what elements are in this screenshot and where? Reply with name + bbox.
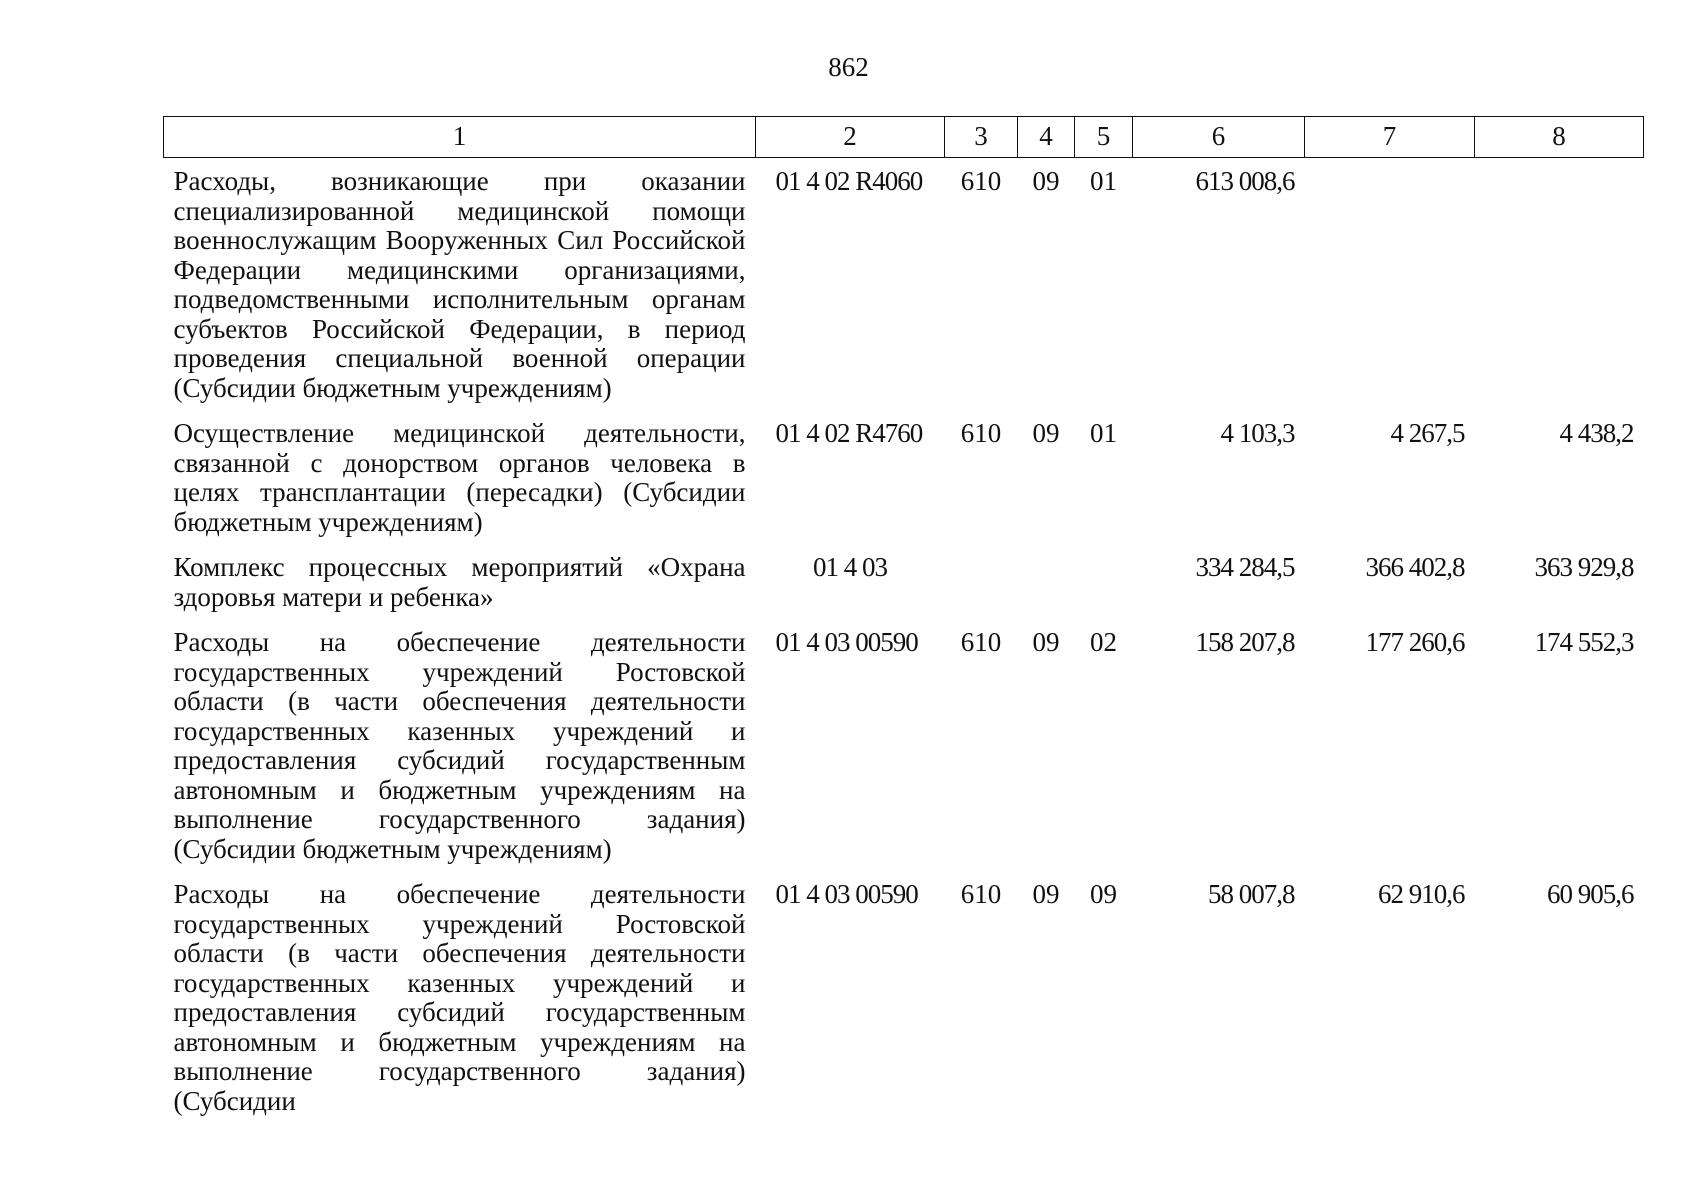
target-article-code: 01 4 02 R4060 (775, 166, 923, 196)
amount-year-3: 174 552,3 (1534, 627, 1634, 657)
target-article-code: 01 4 03 00590 (775, 627, 918, 657)
column-header: 3 (945, 117, 1018, 158)
subsection-code: 01 (1090, 418, 1117, 448)
row-description: Расходы, возникающие при оказании специализированной медицинской помощи военнослужащим Вооруженных Сил Российской Федерации медицинскими организациями, подведомственными исполнительным органам субъектов Российской Федерации, в период проведения специальной военной операции (Субсидии бюджетным учреждениям) (173, 166, 746, 403)
amount-year-3 (1475, 158, 1644, 411)
section-code: 09 (1032, 627, 1060, 657)
table-header (164, 117, 1644, 158)
column-header: 4 (1018, 117, 1075, 158)
amount-year-2: 4 267,5 (1390, 418, 1465, 448)
budget-table (163, 116, 1644, 1123)
subsection-code (1075, 544, 1133, 619)
subsection-code: 09 (1090, 879, 1117, 909)
column-header: 7 (1305, 117, 1475, 158)
row-description: Расходы на обеспечение деятельности государственных учреждений Ростовской области (в части обеспечения деятельности государственных казенных учреждений и предоставления субсидий государственным автономным и бюджетным учреждениям на выполнение государственного задания) (Субсидии бюджетным учреждениям) (173, 627, 746, 864)
amount-year-1: 4 103,3 (1220, 418, 1295, 448)
expense-type-code: 610 (960, 627, 1002, 657)
subsection-code: 02 (1090, 627, 1117, 657)
section-code: 09 (1032, 418, 1060, 448)
amount-year-2: 366 402,8 (1365, 552, 1465, 582)
expense-type-code: 610 (960, 879, 1002, 909)
table-row (164, 619, 1644, 871)
section-code: 09 (1032, 879, 1060, 909)
table-body (164, 158, 1644, 1124)
amount-year-1: 158 207,8 (1195, 627, 1295, 657)
row-description: Комплекс процессных мероприятий «Охрана здоровья матери и ребенка» (173, 552, 746, 612)
column-header: 2 (756, 117, 945, 158)
amount-year-1: 613 008,6 (1195, 166, 1295, 196)
amount-year-3: 363 929,8 (1534, 552, 1634, 582)
target-article-code: 01 4 03 (813, 552, 887, 582)
table-row (164, 544, 1644, 619)
amount-year-2 (1305, 158, 1475, 411)
row-description: Расходы на обеспечение деятельности государственных учреждений Ростовской области (в части обеспечения деятельности государственных казенных учреждений и предоставления субсидий государственным автономным и бюджетным учреждениям на выполнение государственного задания) (Субсидии (173, 879, 746, 1116)
expense-type-code: 610 (960, 418, 1002, 448)
subsection-code: 01 (1090, 166, 1117, 196)
header-row (164, 117, 1644, 158)
target-article-code: 01 4 03 00590 (775, 879, 918, 909)
page-number: 862 (828, 52, 869, 82)
target-article-code: 01 4 02 R4760 (775, 418, 923, 448)
amount-year-2: 62 910,6 (1378, 879, 1465, 909)
amount-year-3: 4 438,2 (1559, 418, 1634, 448)
column-header: 8 (1475, 117, 1644, 158)
column-header: 6 (1133, 117, 1305, 158)
expense-type-code: 610 (960, 166, 1002, 196)
table-row (164, 871, 1644, 1123)
amount-year-2: 177 260,6 (1365, 627, 1465, 657)
amount-year-1: 334 284,5 (1195, 552, 1295, 582)
table-row (164, 410, 1644, 544)
table-row (164, 158, 1644, 411)
amount-year-3: 60 905,6 (1547, 879, 1634, 909)
expense-type-code (945, 544, 1018, 619)
column-header: 1 (164, 117, 756, 158)
column-header: 5 (1075, 117, 1133, 158)
row-description: Осуществление медицинской деятельности, связанной с донорством органов человека в целях трансплантации (пересадки) (Субсидии бюджетным учреждениям) (173, 418, 746, 537)
section-code (1018, 544, 1075, 619)
amount-year-1: 58 007,8 (1208, 879, 1295, 909)
section-code: 09 (1032, 166, 1060, 196)
